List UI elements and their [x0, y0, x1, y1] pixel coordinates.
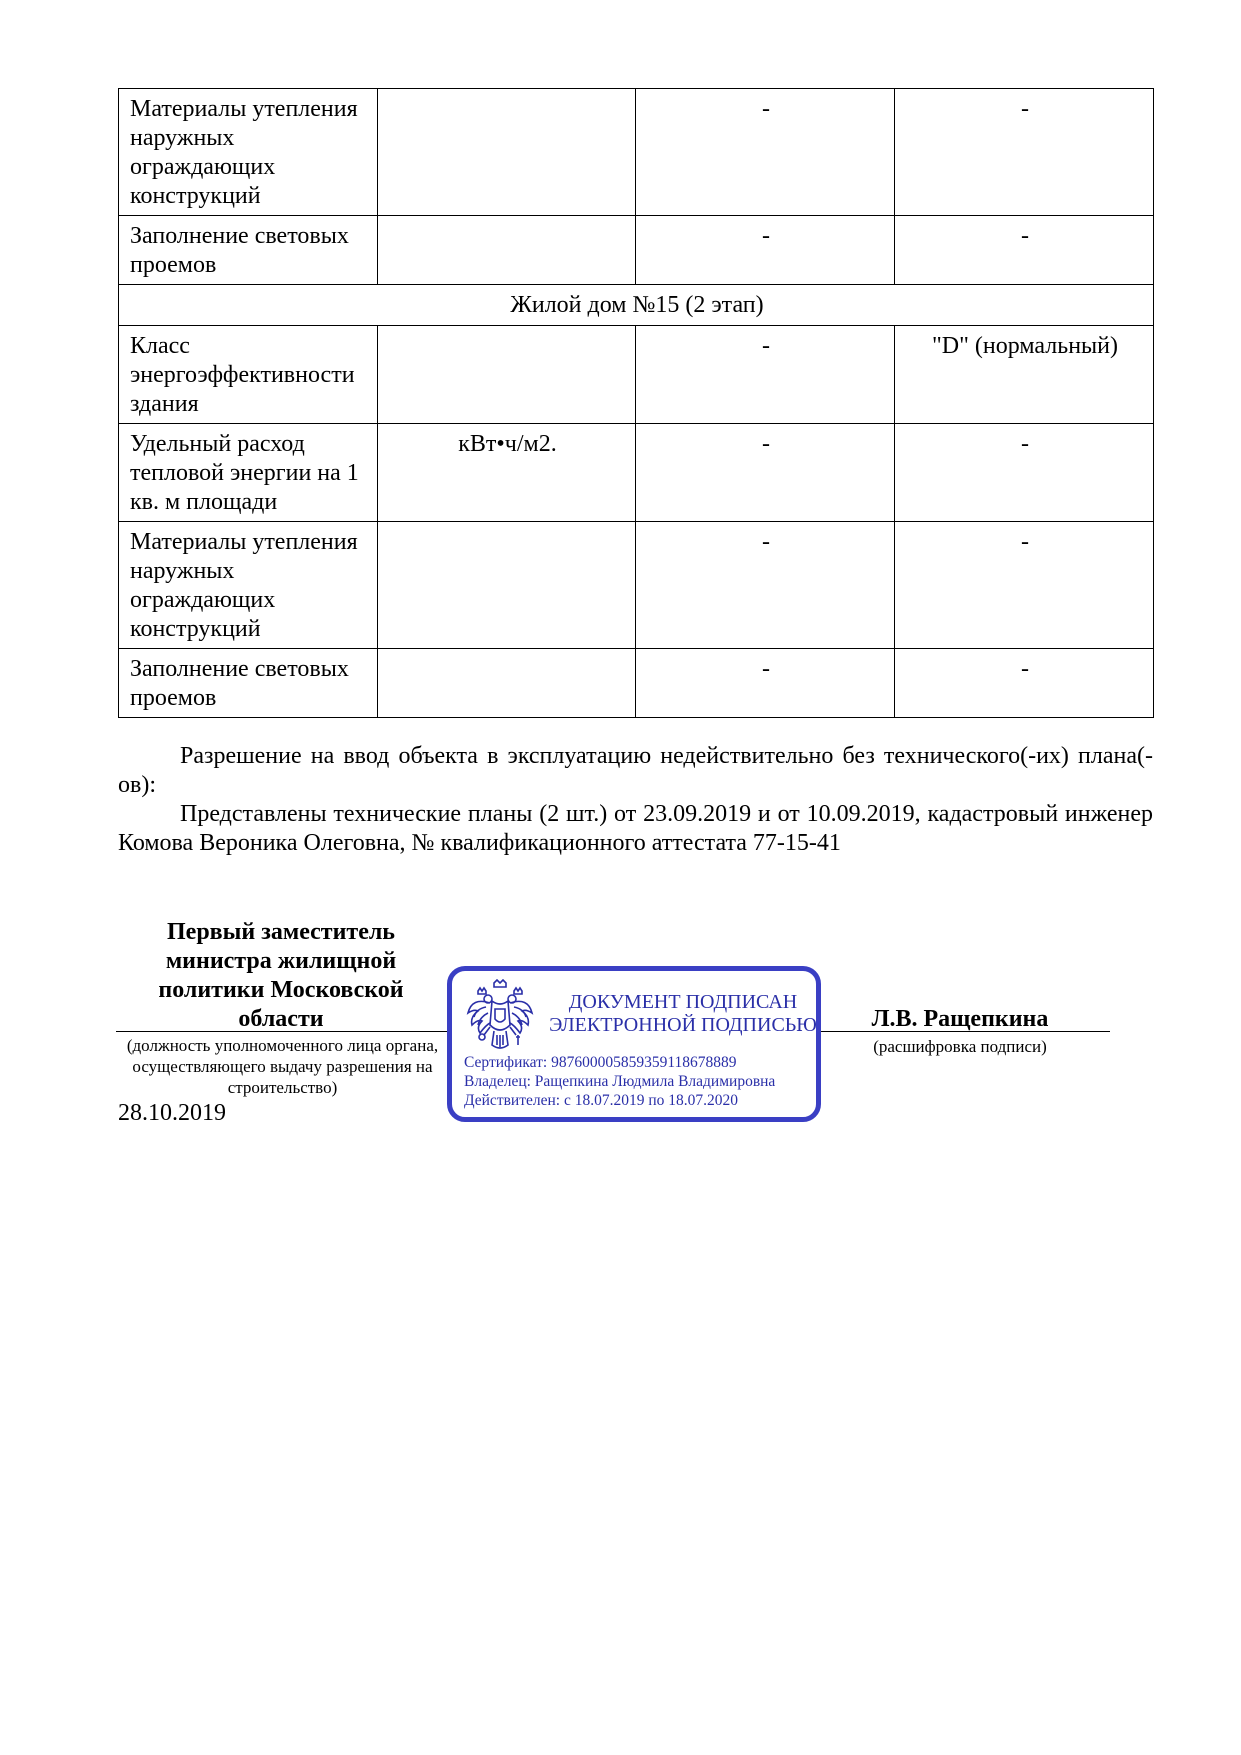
position-caption: (должность уполномоченного лица органа, осуществляющего выдачу разрешения на строительство)	[126, 1036, 439, 1097]
name-underline	[820, 1031, 1110, 1032]
row-project-value: -	[636, 89, 895, 216]
stamp-owner: Владелец: Ращепкина Людмила Владимировна	[464, 1073, 776, 1090]
signer-name: Л.В. Ращепкина	[871, 1006, 1049, 1032]
table-row	[119, 216, 1154, 285]
table-row	[119, 326, 1154, 424]
electronic-signature-stamp	[447, 966, 821, 1122]
row-project-value: -	[636, 326, 895, 424]
row-actual-value: -	[895, 89, 1154, 216]
row-label: Класс энергоэффективности здания	[119, 326, 378, 424]
table-row	[119, 522, 1154, 649]
row-label: Удельный расход тепловой энергии на 1 кв. м площади	[119, 424, 378, 522]
row-label: Материалы утепления наружных ограждающих конструкций	[119, 522, 378, 649]
row-actual-value: -	[895, 649, 1154, 718]
section-heading: Жилой дом №15 (2 этап)	[119, 285, 1154, 326]
row-unit	[378, 326, 636, 424]
row-actual-value: -	[895, 424, 1154, 522]
row-unit	[378, 522, 636, 649]
row-unit	[378, 649, 636, 718]
row-label: Заполнение световых проемов	[119, 216, 378, 285]
technical-plans-paragraph: Представлены технические планы (2 шт.) от 23.09.2019 и от 10.09.2019, кадастровый инженер Комова Вероника Олеговна, № квалификационного аттестата 77-15-41	[118, 801, 1153, 856]
row-label: Материалы утепления наружных ограждающих конструкций	[119, 89, 378, 216]
document-date: 28.10.2019	[118, 1100, 226, 1126]
row-actual-value: -	[895, 216, 1154, 285]
table-row	[119, 649, 1154, 718]
row-unit	[378, 216, 636, 285]
name-caption: (расшифровка подписи)	[873, 1037, 1047, 1056]
validity-paragraph: Разрешение на ввод объекта в эксплуатацию недействительно без технического(-их) плана(-ов):	[118, 743, 1153, 798]
row-actual-value: "D" (нормальный)	[895, 326, 1154, 424]
stamp-title-line-1: ДОКУМЕНТ ПОДПИСАН	[568, 991, 798, 1013]
row-project-value: -	[636, 522, 895, 649]
stamp-validity: Действителен: с 18.07.2019 по 18.07.2020	[464, 1092, 738, 1109]
table-row	[119, 89, 1154, 216]
row-unit	[378, 89, 636, 216]
stamp-title-line-2: ЭЛЕКТРОННОЙ ПОДПИСЬЮ	[549, 1014, 817, 1036]
stamp-certificate: Сертификат: 987600005859359118678889	[464, 1054, 737, 1071]
row-label: Заполнение световых проемов	[119, 649, 378, 718]
row-project-value: -	[636, 424, 895, 522]
row-project-value: -	[636, 216, 895, 285]
position-underline	[116, 1031, 449, 1032]
table-section-row	[119, 285, 1154, 326]
table-row	[119, 424, 1154, 522]
russian-coat-of-arms-icon	[464, 979, 536, 1053]
row-project-value: -	[636, 649, 895, 718]
row-unit: кВт•ч/м2.	[378, 424, 636, 522]
energy-efficiency-table	[118, 88, 1154, 718]
signer-position: Первый заместитель министра жилищной политики Московской области	[158, 919, 404, 1032]
row-actual-value: -	[895, 522, 1154, 649]
stamp-title	[538, 991, 828, 1037]
